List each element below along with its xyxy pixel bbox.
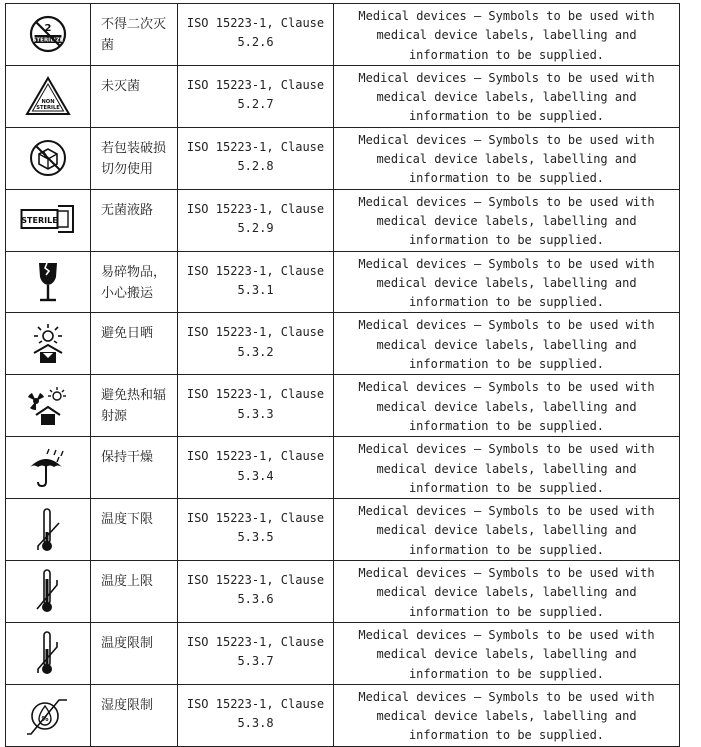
- keep-dry-icon: [6, 447, 90, 489]
- do-not-use-if-damaged-icon: [6, 138, 90, 178]
- standard-reference: ISO 15223-1, Clause 5.3.8: [186, 696, 325, 731]
- table-row: [6, 561, 680, 623]
- fragile-icon: [6, 261, 90, 303]
- standard-reference: ISO 15223-1, Clause 5.3.3: [186, 387, 325, 421]
- table-row: [6, 189, 680, 251]
- table-row: [6, 684, 680, 746]
- symbol-description: Medical devices — Symbols to be used with medical device labels, labelling and information to be supplied.: [358, 566, 655, 619]
- standard-reference: ISO 15223-1, Clause 5.2.7: [186, 77, 325, 112]
- upper-temperature-limit-icon: [6, 567, 90, 615]
- symbols-table: [5, 3, 680, 747]
- table-row: [6, 375, 680, 437]
- symbol-description: Medical devices — Symbols to be used with medical device labels, labelling and information to be supplied.: [358, 380, 655, 433]
- humidity-limitation-icon: [6, 692, 90, 738]
- symbol-name: 温度下限: [101, 512, 154, 528]
- symbol-name: 温度限制: [101, 635, 154, 651]
- standard-reference: ISO 15223-1, Clause 5.3.7: [186, 634, 325, 669]
- symbol-description: Medical devices — Symbols to be used with medical device labels, labelling and information to be supplied.: [358, 70, 655, 124]
- svg-text:STERILE: STERILE: [36, 105, 60, 112]
- symbol-description: Medical devices — Symbols to be used with medical device labels, labelling and information to be supplied.: [358, 627, 655, 681]
- temperature-limit-icon: [6, 629, 90, 677]
- table-row: [6, 251, 680, 313]
- svg-text:%: %: [41, 715, 49, 724]
- table-row: [6, 313, 680, 375]
- symbol-name: 若包装破损切勿使用: [101, 140, 167, 177]
- table-row: [6, 622, 680, 684]
- standard-reference: ISO 15223-1, Clause 5.3.5: [186, 511, 325, 545]
- svg-text:STERILE: STERILE: [21, 216, 58, 226]
- svg-text:NON: NON: [41, 99, 55, 106]
- table-row: [6, 127, 680, 189]
- table-row: [6, 4, 680, 66]
- symbol-description: Medical devices — Symbols to be used with medical device labels, labelling and information to be supplied.: [358, 689, 655, 743]
- symbol-name: 避免日晒: [101, 326, 154, 342]
- symbol-description: Medical devices — Symbols to be used with medical device labels, labelling and information to be supplied.: [358, 9, 655, 62]
- symbol-description: Medical devices — Symbols to be used with medical device labels, labelling and information to be supplied.: [358, 132, 655, 186]
- symbol-description: Medical devices — Symbols to be used with medical device labels, labelling and information to be supplied.: [358, 504, 655, 557]
- symbol-name: 易碎物品，小心搬运: [101, 264, 167, 301]
- do-not-resterilize-icon: [6, 14, 90, 54]
- protect-from-heat-radiation-icon: [6, 385, 90, 427]
- symbol-name: 温度上限: [101, 574, 154, 590]
- table-row: [6, 65, 680, 127]
- standard-reference: ISO 15223-1, Clause 5.2.9: [186, 201, 325, 235]
- symbol-description: Medical devices — Symbols to be used with medical device labels, labelling and information to be supplied.: [358, 442, 655, 495]
- standard-reference: ISO 15223-1, Clause 5.3.6: [186, 573, 325, 607]
- symbol-name: 保持干燥: [101, 450, 154, 466]
- non-sterile-icon: [6, 76, 90, 116]
- standard-reference: ISO 15223-1, Clause 5.3.4: [186, 449, 325, 483]
- lower-temperature-limit-icon: [6, 506, 90, 554]
- symbol-name: 避免热和辐射源: [101, 388, 167, 425]
- standard-reference: ISO 15223-1, Clause 5.2.8: [186, 139, 325, 174]
- symbol-name: 不得二次灭菌: [101, 17, 167, 53]
- standard-reference: ISO 15223-1, Clause 5.3.1: [186, 263, 325, 297]
- table-row: [6, 437, 680, 499]
- symbol-name: 未灭菌: [101, 78, 141, 94]
- sterile-fluid-path-icon: [6, 204, 90, 236]
- table-row: [6, 499, 680, 561]
- standard-reference: ISO 15223-1, Clause 5.3.2: [186, 325, 325, 359]
- keep-away-from-sunlight-icon: [6, 323, 90, 365]
- svg-text:STERILIZE: STERILIZE: [32, 38, 64, 45]
- svg-text:2: 2: [44, 23, 52, 35]
- symbol-description: Medical devices — Symbols to be used with medical device labels, labelling and information to be supplied.: [358, 318, 655, 372]
- symbol-name: 湿度限制: [101, 697, 154, 713]
- standard-reference: ISO 15223-1, Clause 5.2.6: [186, 16, 325, 50]
- symbol-name: 无菌液路: [101, 202, 154, 218]
- symbol-description: Medical devices — Symbols to be used with medical device labels, labelling and information to be supplied.: [358, 194, 655, 248]
- symbol-description: Medical devices — Symbols to be used with medical device labels, labelling and information to be supplied.: [358, 256, 655, 310]
